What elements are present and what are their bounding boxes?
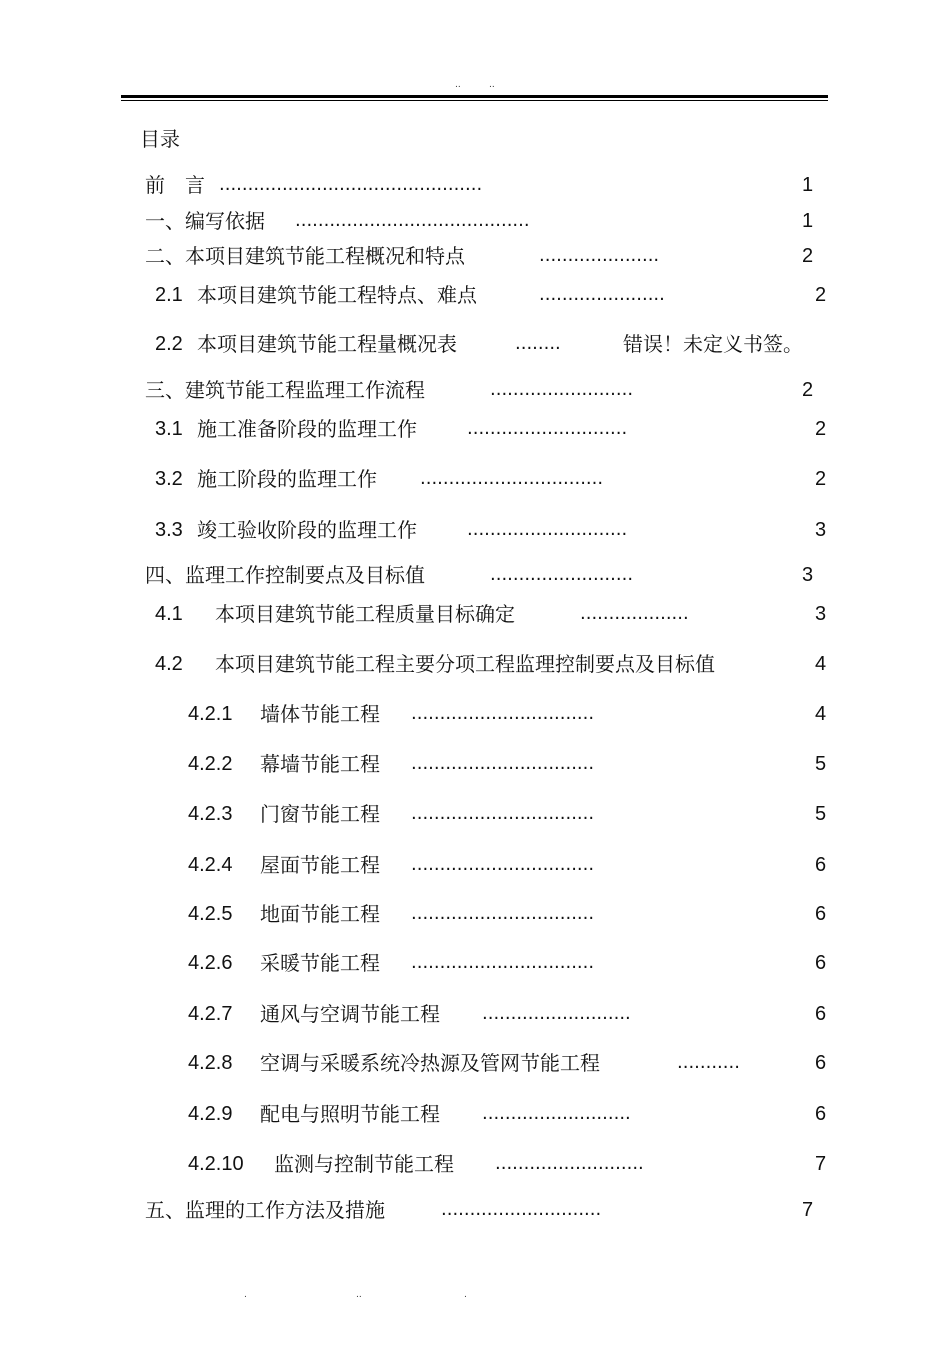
toc-entry-dots: .......................... [482,1003,631,1024]
toc-entry-label: 屋面节能工程 [260,853,380,877]
toc-entry-label: 四、监理工作控制要点及目标值 [145,563,425,587]
toc-entry-dots: ............................ [467,418,628,439]
toc-entry-label: 本项目建筑节能工程质量目标确定 [215,602,515,626]
toc-entry-label: 三、建筑节能工程监理工作流程 [145,378,425,402]
toc-entry-page: 2 [815,468,827,490]
toc-entry-dots: ..................... [539,245,660,266]
toc-entry-dots: .............................................. [219,174,483,195]
header-mark-left: .. [455,80,461,90]
toc-entry-label: 采暖节能工程 [260,951,380,975]
toc-entry-label: 空调与采暖系统冷热源及管网节能工程 [260,1051,600,1075]
toc-entry-dots: ................................ [411,803,595,824]
toc-entry-dots: .......................... [482,1103,631,1124]
toc-entry-number: 3.1 [155,418,183,440]
toc-entry-number: 2.1 [155,284,183,306]
footer-mark-right: . [464,1290,467,1300]
header-rule-thin [121,100,828,101]
toc-entry-label: 地面节能工程 [260,902,380,926]
toc-entry-number: 3.2 [155,468,183,490]
toc-entry-number: 4.1 [155,603,183,625]
toc-entry-label: 配电与照明节能工程 [260,1102,440,1126]
footer-mark-left: . [244,1290,247,1300]
toc-entry-page: 2 [815,418,827,440]
toc-entry-number: 4.2.1 [188,703,233,725]
toc-entry-dots: .......................... [495,1153,644,1174]
toc-entry-dots: ................................ [411,952,595,973]
toc-entry-label: 本项目建筑节能工程特点、难点 [197,283,477,307]
toc-entry-dots: ......................... [490,379,634,400]
toc-entry-dots: ........ [515,333,561,354]
toc-entry-label: 竣工验收阶段的监理工作 [197,518,417,542]
toc-entry-number: 4.2.4 [188,854,233,876]
toc-entry-page: 1 [802,210,814,232]
toc-entry-label: 前 言 [145,173,205,197]
toc-entry-page: 7 [815,1153,827,1175]
toc-entry-number: 4.2.5 [188,903,233,925]
toc-entry-label: 本项目建筑节能工程量概况表 [197,332,457,356]
toc-entry-page: 2 [815,284,827,306]
toc-entry-page: 6 [815,952,827,974]
toc-entry-number: 2.2 [155,333,183,355]
toc-entry-dots: ........... [677,1052,740,1073]
toc-entry-page: 5 [815,753,827,775]
toc-entry-label: 本项目建筑节能工程主要分项工程监理控制要点及目标值 [215,652,715,676]
toc-entry-label: 通风与空调节能工程 [260,1002,440,1026]
toc-entry-dots: ................................ [411,854,595,875]
toc-entry-dots: ................................ [411,903,595,924]
header-rule-thick [121,95,828,98]
toc-entry-label: 墙体节能工程 [260,702,380,726]
toc-entry-page: 6 [815,1003,827,1025]
toc-entry-number: 4.2.9 [188,1103,233,1125]
toc-entry-dots: ................................ [420,468,604,489]
toc-entry-number: 4.2 [155,653,183,675]
toc-entry-label: 五、监理的工作方法及措施 [145,1198,385,1222]
toc-entry-label: 施工准备阶段的监理工作 [197,417,417,441]
footer-mark-center: .. [356,1290,362,1300]
toc-entry-dots: ................................ [411,703,595,724]
toc-entry-page: 5 [815,803,827,825]
toc-entry-page: 6 [815,1052,827,1074]
toc-entry-page: 3 [815,603,827,625]
toc-entry-page: 4 [815,653,827,675]
toc-entry-dots: ......................... [490,564,634,585]
header-mark-right: .. [489,80,495,90]
toc-entry-number: 4.2.7 [188,1003,233,1025]
toc-entry-dots: ................................ [411,753,595,774]
toc-entry-label: 监测与控制节能工程 [274,1152,454,1176]
toc-entry-page: 3 [802,564,814,586]
toc-title: 目录 [140,127,180,151]
toc-entry-dots: ...................... [539,284,665,305]
toc-entry-number: 4.2.6 [188,952,233,974]
toc-entry-label: 一、编写依据 [145,209,265,233]
toc-entry-dots: ......................................... [295,210,530,231]
toc-entry-label: 幕墙节能工程 [260,752,380,776]
toc-entry-page: 6 [815,903,827,925]
toc-entry-label: 施工阶段的监理工作 [197,467,377,491]
page-footer-marks [0,1290,950,1304]
toc-entry-number: 4.2.3 [188,803,233,825]
toc-entry-page: 4 [815,703,827,725]
toc-entry-label: 二、本项目建筑节能工程概况和特点 [145,244,465,268]
toc-entry-page: 3 [815,519,827,541]
toc-entry-number: 4.2.2 [188,753,233,775]
toc-entry-number: 4.2.10 [188,1153,244,1175]
toc-entry-dots: ............................ [467,519,628,540]
toc-entry-label: 门窗节能工程 [260,802,380,826]
toc-entry-dots: ............................ [441,1199,602,1220]
toc-entry-page: 6 [815,1103,827,1125]
toc-entry-page: 7 [802,1199,814,1221]
toc-entry-number: 3.3 [155,519,183,541]
toc-entry-number: 4.2.8 [188,1052,233,1074]
toc-entry-page: 2 [802,379,814,401]
toc-entry-page: 错误！未定义书签。 [623,332,803,356]
toc-entry-page: 1 [802,174,814,196]
toc-entry-dots: ................... [580,603,689,624]
toc-entry-page: 2 [802,245,814,267]
toc-entry-page: 6 [815,854,827,876]
page-header-marks [0,80,950,94]
